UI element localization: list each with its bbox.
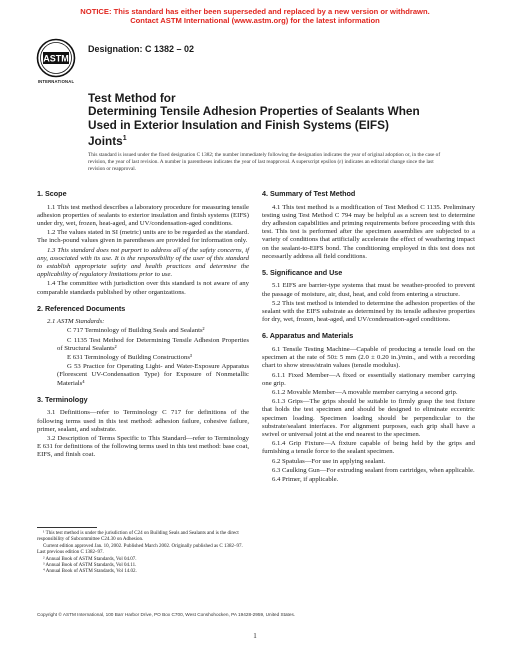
footnote-rule xyxy=(37,527,97,528)
page-number: 1 xyxy=(253,632,257,640)
refs-heading: 2. Referenced Documents xyxy=(37,303,126,313)
summary-heading: 4. Summary of Test Method xyxy=(262,189,356,198)
svg-text:ASTM: ASTM xyxy=(43,53,69,64)
significance-p1: 5.1 EIFS are barrier-type systems that must be weather-proofed to prevent the passage of moisture, air, dust, heat, and cold from entering a structure. xyxy=(262,282,475,298)
notice-line-1: NOTICE: This standard has either been superseded and replaced by a new version or withdrawn. xyxy=(80,7,430,16)
apparatus-p8: 6.4 Primer, if applicable. xyxy=(272,475,339,483)
title-line-2: Determining Tensile Adhesion Properties of Sealants When xyxy=(88,104,420,119)
section-significance xyxy=(262,269,475,325)
designation: Designation: C 1382 – 02 xyxy=(88,44,195,54)
notice-line-2: Contact ASTM International (www.astm.org) for the latest information xyxy=(130,16,380,25)
scope-p4: 1.4 The committee with jurisdiction over this standard is not aware of any comparable standards published by other organizations. xyxy=(37,280,249,296)
apparatus-p1: 6.1 Tensile Testing Machine—Capable of producing a tensile load on the specimen at the rate of 50± 5 mm (2.0 ± 0.20 in.)/min., and with a recording chart to show stress/strain values (tensile modulus). xyxy=(262,345,475,370)
apparatus-p7: 6.3 Caulking Gun—For extruding sealant from cartridges, when applicable. xyxy=(272,466,475,474)
footnote-2: ² Annual Book of ASTM Standards, Vol 04.07. xyxy=(43,556,137,562)
ref-item: C 717 Terminology of Building Seals and Sealants² xyxy=(67,327,205,335)
left-column xyxy=(37,190,249,468)
apparatus-p6: 6.2 Spatulas—For use in applying sealant. xyxy=(272,457,386,465)
apparatus-p4: 6.1.3 Grips—The grips should be suitable to firmly grasp the test fixture that holds the test specimen and should be designed to eliminate eccentric specimen loading. Specimen loading should be perpendicular to the substrate/sealant interfaces. For alignment purposes, each grip shall have a swivel or universal joint at the end nearest to the specimen. xyxy=(262,398,475,438)
scope-heading: 1. Scope xyxy=(37,189,67,198)
scope-p3: 1.3 This standard does not purport to address all of the safety concerns, if any, associated with its use. It is the responsibility of the user of this standard to establish appropriate safety and health practices and determine the applicability of regulatory limitations prior to use. xyxy=(37,246,249,279)
document-title xyxy=(88,92,438,149)
title-line-4: Joints xyxy=(88,134,123,149)
section-summary xyxy=(262,190,475,261)
ref-item: C 1135 Test Method for Determining Tensile Adhesion Properties of Structural Sealants² xyxy=(57,336,249,352)
title-line-1: Test Method for xyxy=(88,91,176,105)
footnote-4: ⁴ Annual Book of ASTM Standards, Vol 14.02. xyxy=(43,569,137,575)
ref-item: G 53 Practice for Operating Light- and Water-Exposure Apparatus (Florescent UV-Condensation Type) for Exposure of Nonmetallic Materials⁴ xyxy=(57,363,249,387)
logo-caption: INTERNATIONAL xyxy=(37,79,75,84)
significance-p2: 5.2 This test method is intended to determine the adhesion properties of the sealant with the EIFS substrate as determined by its tensile adhesive properties for dry, wet, frozen, heat-aged, and UV/condensation-aged conditions. xyxy=(262,299,475,324)
apparatus-heading: 6. Apparatus and Materials xyxy=(262,331,354,341)
withdrawal-notice xyxy=(0,7,510,25)
issue-note: This standard is issued under the fixed designation C 1382; the number immediately following the designation indicates the year of original adoption or, in the case of revision, the year of last revision. A number in parentheses indicates the year of last reapproval. A superscript epsilon (ε) indicates an editorial change since the last revision or reapproval. xyxy=(88,152,441,173)
footnote-1: ¹ This test method is under the jurisdiction of C24 on Building Seals and Sealants and is the direct responsibility of Subcommittee C24.30 on Adhesion. xyxy=(37,531,239,543)
footnotes xyxy=(37,531,249,576)
summary-p1: 4.1 This test method is a modification of Test Method C 1135. Preliminary testing using Test Method C 794 may be helpful as a screen test to determine dry adhesion capabilities and priming requirements before proceeding with this test. This test is performed after the specimen assemblies are subjected to a variety of conditions that artificially accelerate the effect of weathering impact on the sealant-to-EIFS bond. The conditioning employed in this test does not necessarily address all field conditions. xyxy=(262,203,475,260)
apparatus-p2: 6.1.1 Fixed Member—A fixed or essentially stationary member carrying one grip. xyxy=(262,371,475,387)
scope-p2: 1.2 The values stated in SI (metric) units are to be regarded as the standard. The inch-pound values given in parentheses are provided for information only. xyxy=(37,229,249,245)
astm-logo-icon xyxy=(36,38,76,78)
copyright-line: Copyright © ASTM International, 100 Barr Harbor Drive, PO Box C700, West Conshohocken, PA 19428-2959, United States. xyxy=(37,612,296,617)
right-column xyxy=(262,190,475,492)
ref-item: E 631 Terminology of Building Constructions³ xyxy=(67,354,192,362)
terms-heading: 3. Terminology xyxy=(37,394,88,404)
apparatus-p5: 6.1.4 Grip Fixture—A fixture capable of being held by the grips and furnishing a tensile force to the sealant specimen. xyxy=(262,440,475,456)
title-footnote-mark: 1 xyxy=(122,135,127,143)
terms-p1: 3.1 Definitions—refer to Terminology C 717 for definitions of the following terms used in this test method: adhesion failure, cohesive failure, primer, sealant, and substrate. xyxy=(37,409,249,433)
terms-p2: 3.2 Description of Terms Specific to This Standard—refer to Terminology E 631 for definitions of the following terms used in this test method: base coat, EIFS, and finish coat. xyxy=(37,434,249,459)
footnote-3: ³ Annual Book of ASTM Standards, Vol 04.11. xyxy=(43,563,137,569)
scope-p1: 1.1 This test method describes a laboratory procedure for measuring tensile adhesion properties of sealants to exterior insulation and finish systems (EIFS) under dry, wet, frozen, heat-aged, and UV/condensation-aged conditions. xyxy=(37,203,249,227)
section-referenced-documents xyxy=(37,305,249,388)
title-line-3: Used in Exterior Insulation and Finish Systems (EIFS) xyxy=(88,117,389,132)
apparatus-p3: 6.1.2 Movable Member—A movable member carrying a second grip. xyxy=(272,388,458,396)
section-terminology xyxy=(37,396,249,460)
section-scope xyxy=(37,190,249,297)
section-apparatus xyxy=(262,332,475,484)
footnote-1b: Current edition approved Jan. 10, 2002. Published March 2002. Originally published as C 1382–97. Last previous edition C 1382–97. xyxy=(37,543,243,556)
significance-heading: 5. Significance and Use xyxy=(262,267,343,277)
refs-subheading: 2.1 ASTM Standards: xyxy=(47,318,105,326)
